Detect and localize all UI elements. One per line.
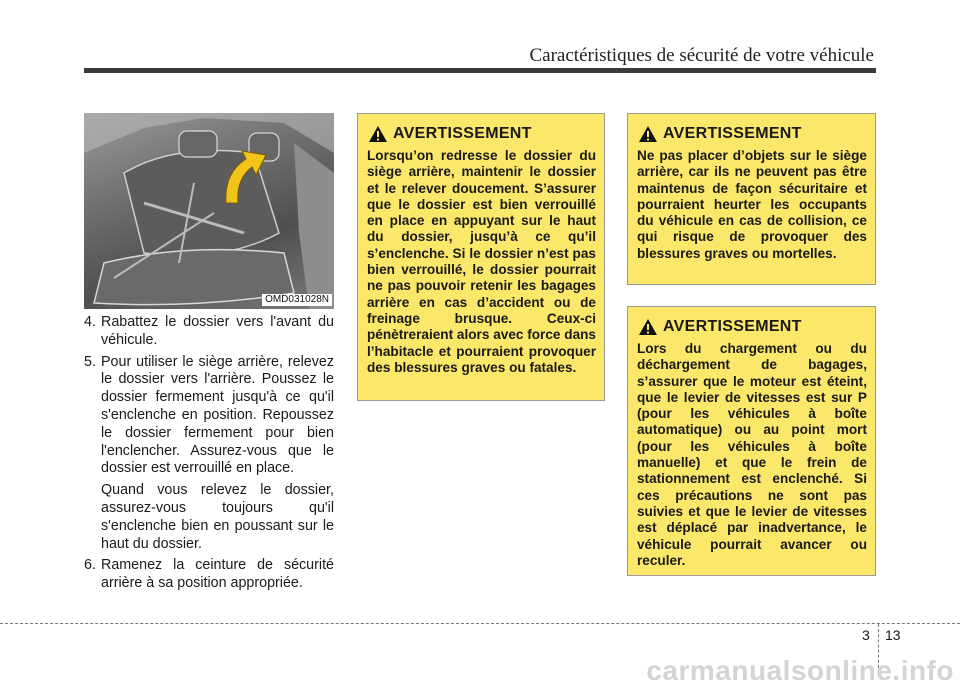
- warning-triangle-icon: [369, 126, 387, 142]
- step-text: Rabattez le dossier vers l'avant du véhicule.: [101, 314, 334, 348]
- step-number: 4.: [84, 314, 96, 330]
- instruction-steps: [84, 314, 334, 597]
- warning-triangle-icon: [639, 126, 657, 142]
- warning-text: Ne pas placer d’objets sur le siège arrière, car ils ne peuvent pas être maintenus de façon sécuritaire et pourraient heurter les occupants du véhicule en cas de collision, ce qui risque de provoquer des blessures graves ou mortelles.: [637, 148, 867, 261]
- step-item: [84, 557, 334, 593]
- header-rule: [84, 68, 876, 73]
- warning-header: [367, 124, 596, 144]
- warning-box-objects: [627, 113, 876, 285]
- warning-header: [637, 124, 867, 144]
- footer-rule: [0, 623, 960, 624]
- watermark: carmanualsonline.info: [646, 655, 954, 686]
- warning-box-seatback: [357, 113, 605, 401]
- step-item: [84, 314, 334, 350]
- chapter-number: 3: [862, 627, 870, 643]
- warning-title: AVERTISSEMENT: [663, 125, 802, 142]
- rear-seat-illustration: [84, 113, 334, 309]
- warning-triangle-icon: [639, 319, 657, 335]
- warning-text: Lors du chargement ou du déchargement de bagages, s’assurer que le moteur est éteint, que le levier de vitesses est sur P (pour les véhicules à boîte automatique) ou au point mort (pour les véhicules à boîte manuelle) et que le frein de stationnement est enclenché. Si ces précautions ne sont pas suivies et que le levier de vitesses est déplacé par inadvertance, le véhicule pourrait avancer ou reculer.: [637, 341, 867, 568]
- page-header-title: Caractéristiques de sécurité de votre véhicule: [529, 45, 874, 66]
- step-number: 6.: [84, 557, 96, 574]
- step-text: Pour utiliser le siège arrière, relevez le dossier vers l'arrière. Poussez le dossier fermement jusqu'à ce qu'il s'enclenche en position. Repoussez le dossier fermement pour bien l'enclencher. Assurez-vous que le dossier est verrouillé en place.: [101, 353, 334, 477]
- warning-title: AVERTISSEMENT: [663, 318, 802, 335]
- warning-box-loading: [627, 306, 876, 576]
- step-number: 5.: [84, 353, 96, 370]
- curved-arrow-icon: [216, 143, 276, 213]
- step-item: [84, 354, 334, 479]
- figure-code: OMD031028N: [262, 294, 332, 306]
- step-note: Quand vous relevez le dossier, assurez-vous toujours qu'il s'enclenche bien en poussant sur le haut du dossier.: [101, 482, 334, 552]
- warning-text: Lorsqu’on redresse le dossier du siège arrière, maintenir le dossier et le relever doucement. S’assurer que le dossier est bien verrouillé en place en appuyant sur le haut du dossier, jusqu’à ce qu’il s’enclenche. Si le dossier n’est pas bien verrouillé, le dossier pourrait ne pas pouvoir retenir les bagages arrière en cas d’accident ou de freinage brusque. Ceux-ci pénètreraient alors avec force dans l’habitacle et pourraient provoquer des blessures graves ou fatales.: [367, 148, 596, 375]
- warning-title: AVERTISSEMENT: [393, 125, 532, 142]
- page-number: 13: [885, 627, 901, 643]
- seat-drawing: [84, 113, 334, 309]
- step-text: Ramenez la ceinture de sécurité arrière à sa position appropriée.: [101, 557, 334, 592]
- warning-header: [637, 317, 867, 337]
